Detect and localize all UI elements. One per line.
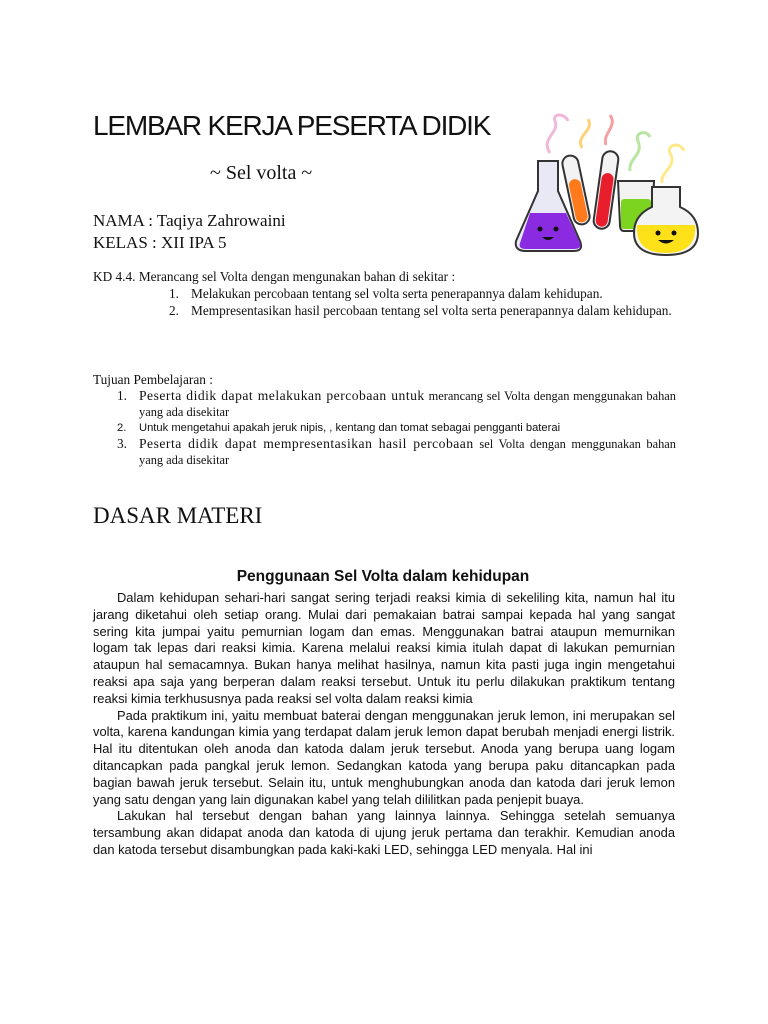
subsection-title: Penggunaan Sel Volta dalam kehidupan xyxy=(236,568,530,585)
page-title: LEMBAR KERJA PESERTA DIDIK xyxy=(93,110,491,141)
paragraph: Dalam kehidupan sehari-hari sangat sering terjadi reaksi kimia di sekeliling kita, namun hal itu jarang diketahui oleh setiap orang. Mulai dari pemakaian batrai sampai kepada hal yang sangat sering kita jumpai yaitu pemurnian logam dan emas. Menggunakan batrai ataupun memurnikan logam tak lepas dari reaksi kimia. Karena melalui reaksi kimia itulah dapat di lakukan pemurnian ataupun hal semacamnya. Bukan hanya melihat hasilnya, namun kita pasti juga ingin mengetahui reaksi apa saja yang berperan dalam reaksi tersebut. Untuk itu perlu dilakukan praktikum tentang reaksi kimia terkhususnya pada reaksi sel volta dalam reaksi kimia xyxy=(93,590,675,706)
kd-section xyxy=(93,268,678,319)
kd-list xyxy=(93,285,678,319)
student-class: KELAS : XII IPA 5 xyxy=(93,233,227,252)
purple-liquid xyxy=(520,213,581,249)
smoke-swirl xyxy=(605,115,612,145)
kd-item-text: Mempresentasikan hasil percobaan tentang sel volta serta penerapannya dalam kehidupan. xyxy=(191,303,672,318)
tujuan-item-lead: Peserta didik dapat mempresentasikan hasil percobaan xyxy=(139,436,474,451)
body-text xyxy=(93,590,675,859)
smoke-swirl xyxy=(630,133,650,171)
student-name: NAMA : Taqiya Zahrowaini xyxy=(93,211,286,230)
kd-item-text: Melakukan percobaan tentang sel volta serta penerapannya dalam kehidupan. xyxy=(191,286,603,301)
chemistry-flasks-illustration xyxy=(510,113,700,261)
page-subtitle: ~ Sel volta ~ xyxy=(210,162,313,184)
kd-heading xyxy=(93,268,678,285)
smoke-swirl xyxy=(580,119,589,148)
tujuan-list xyxy=(93,388,676,468)
smoke-swirl xyxy=(547,115,568,153)
kd-item-number: 2. xyxy=(169,303,179,318)
tujuan-item-number: 3. xyxy=(117,436,127,451)
kd-item-number: 1. xyxy=(169,286,179,301)
tujuan-item-number: 2. xyxy=(117,422,127,434)
tujuan-item-rest: merancang sel Volta dengan menggunakan bahan yang ada disekitar xyxy=(139,389,676,419)
tujuan-item-number: 1. xyxy=(117,388,127,403)
kd-item xyxy=(93,302,678,319)
tujuan-item-lead: Peserta didik dapat melakukan percobaan untuk xyxy=(139,388,425,403)
tujuan-section xyxy=(93,372,676,468)
kd-item xyxy=(93,285,678,302)
tujuan-item-rest: sel Volta dengan menggunakan bahan yang ada disekitar xyxy=(139,437,676,467)
paragraph: Lakukan hal tersebut dengan bahan yang lainnya lainnya. Sehingga setelah semuanya tersambung akan didapat anoda dan katoda di ujung jeruk pertama dan terakhir. Kemudian anoda dan katoda tersebut disambungkan pada kaki-kaki LED, sehingga LED menyala. Hal ini xyxy=(93,808,675,857)
tujuan-item xyxy=(93,420,676,436)
section-title-dasar-materi: DASAR MATERI xyxy=(93,503,263,528)
paragraph: Pada praktikum ini, yaitu membuat baterai dengan menggunakan jeruk lemon, ini merupakan sel volta, karena kandungan kimia yang terdapat dalam jeruk lemon dapat berubah menjadi energi listrik. Hal itu ditentukan oleh anoda dan katoda dalam jeruk tersebut. Anoda yang berupa uang logam ditancapkan pada pangkal jeruk lemon. Sedangkan katoda yang berupa paku ditancapkan pada bagian bawah jeruk tersebut. Selain itu, untuk menghubungkan anoda dan katoda dari jeruk lemon yang satu dengan yang lain digunakan kabel yang telah dililitkan pada penjepit buaya. xyxy=(93,707,675,807)
tujuan-item xyxy=(93,436,676,468)
smoke-swirl xyxy=(662,145,684,183)
tujuan-item-text: Untuk mengetahui apakah jeruk nipis, , kentang dan tomat sebagai pengganti baterai xyxy=(139,422,561,434)
kd-text: Merancang sel Volta dengan mengunakan bahan di sekitar : xyxy=(138,269,456,284)
tujuan-item xyxy=(93,388,676,420)
kd-label: KD 4.4. xyxy=(93,269,136,284)
tujuan-heading: Tujuan Pembelajaran : xyxy=(93,372,213,387)
